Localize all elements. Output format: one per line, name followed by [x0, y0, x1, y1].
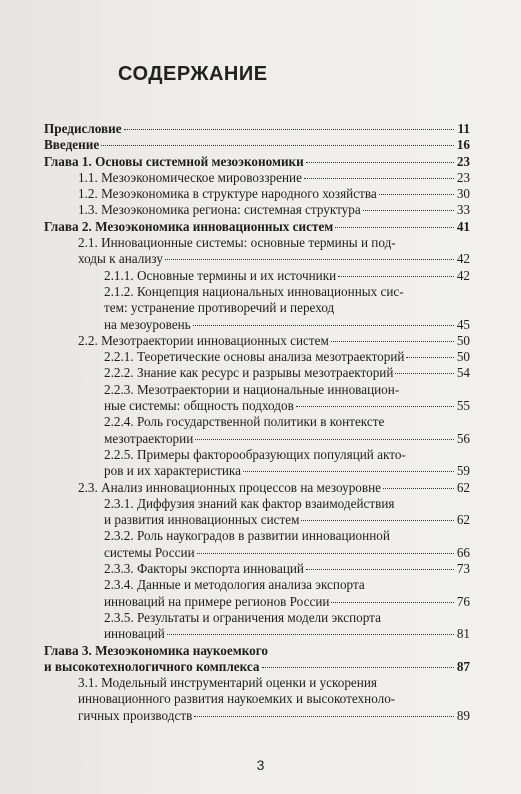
dot-leader [363, 210, 454, 211]
toc-entry-title-line: 2.2.2. Знание как ресурс и разрывы мезотраекторий [104, 365, 394, 381]
dot-leader [296, 406, 454, 407]
dot-leader [406, 357, 454, 358]
toc-entry-page: 50 [456, 332, 470, 348]
toc-entry [44, 447, 470, 480]
table-of-contents [44, 121, 470, 724]
toc-entry-title-line: ров и их характеристика [104, 463, 241, 479]
toc-entry-page: 59 [456, 463, 470, 479]
toc-entry-page: 30 [456, 186, 470, 202]
toc-entry-page: 42 [456, 267, 470, 283]
toc-entry-title-line: 2.3.5. Результаты и ограничения модели экспорта [104, 609, 381, 625]
dot-leader [101, 145, 454, 146]
toc-entry [44, 577, 470, 610]
dot-leader [167, 634, 454, 635]
toc-entry [44, 202, 470, 218]
toc-entry-page: 23 [456, 153, 470, 169]
dot-leader [335, 227, 454, 228]
toc-entry-title-line: инновационного развития наукоемких и высокотехноло- [78, 691, 396, 707]
toc-entry [44, 235, 470, 268]
toc-entry-title-line: ные системы: общность подходов [104, 398, 294, 414]
dot-leader [243, 471, 454, 472]
toc-entry [44, 170, 470, 186]
dot-leader [197, 553, 454, 554]
toc-entry [44, 382, 470, 415]
toc-entry-title-line: 2.2.4. Роль государственной политики в контексте [104, 414, 385, 430]
dot-leader [195, 439, 454, 440]
dot-leader [331, 602, 454, 603]
toc-entry-page: 87 [456, 658, 470, 674]
toc-entry-title-line: 2.3. Анализ инновационных процессов на мезоуровне [78, 479, 382, 495]
toc-entry-title-line: 2.1.1. Основные термины и их источники [104, 267, 337, 283]
toc-entry-title-line: и развития инновационных систем [104, 512, 300, 528]
dot-leader [306, 569, 454, 570]
toc-entry-title-line: 2.1. Инновационные системы: основные термины и под- [78, 235, 396, 251]
toc-entry-title-line: 2.2.5. Примеры факторообразующих популяций акто- [104, 446, 406, 462]
toc-entry-title-line: на мезоуровень [104, 316, 191, 332]
toc-entry-page: 54 [456, 365, 470, 381]
contents-heading: СОДЕРЖАНИЕ [118, 63, 268, 85]
toc-entry [44, 496, 470, 529]
dot-leader [395, 373, 454, 374]
toc-entry-title-line: инноваций [104, 626, 165, 642]
toc-entry [44, 643, 470, 676]
page-number: 3 [256, 757, 265, 773]
toc-entry-page: 45 [456, 316, 470, 332]
toc-entry-page: 89 [456, 707, 470, 723]
toc-entry [44, 219, 470, 235]
toc-entry-title-line: Предисловие [44, 121, 122, 136]
toc-entry [44, 268, 470, 284]
toc-entry-title-line: Глава 2. Мезоэкономика инновационных систем [44, 218, 334, 234]
toc-entry-page: 55 [456, 398, 470, 414]
toc-entry [44, 121, 470, 137]
toc-entry-title-line: и высокотехнологичного комплекса [44, 658, 260, 674]
toc-entry-page: 16 [456, 137, 470, 153]
toc-entry-title-line: 1.2. Мезоэкономика в структуре народного хозяйства [78, 186, 377, 202]
toc-entry [44, 414, 470, 447]
dot-leader [331, 341, 454, 342]
dot-leader [301, 520, 454, 521]
toc-entry-page: 62 [456, 479, 470, 495]
toc-entry [44, 154, 470, 170]
toc-entry-title-line: тем: устранение противоречий и переход [104, 300, 335, 316]
toc-entry-title-line: гичных производств [78, 707, 193, 723]
toc-entry-title-line: 2.3.4. Данные и методология анализа экспорта [104, 577, 365, 593]
toc-entry-title-line: инноваций на примере регионов России [104, 593, 330, 609]
toc-entry-page: 73 [456, 561, 470, 577]
dot-leader [262, 667, 454, 668]
toc-entry [44, 349, 470, 365]
dot-leader [304, 178, 454, 179]
toc-entry-title-line: 1.3. Мезоэкономика региона: системная структура [78, 202, 361, 218]
toc-entry-title-line: 2.2.3. Мезотраектории и национальные инновацион- [104, 381, 400, 397]
toc-entry [44, 365, 470, 381]
toc-entry [44, 137, 470, 153]
dot-leader [306, 162, 454, 163]
toc-entry-page: 23 [456, 169, 470, 185]
toc-entry-title-line: ходы к анализу [78, 251, 163, 267]
dot-leader [379, 194, 454, 195]
toc-entry-title-line: 3.1. Модельный инструментарий оценки и ускорения [78, 675, 377, 691]
toc-entry-title-line: Глава 3. Мезоэкономика наукоемкого [44, 642, 268, 658]
toc-entry [44, 186, 470, 202]
toc-entry [44, 480, 470, 496]
toc-entry-title-line: 1.1. Мезоэкономическое мировоззрение [78, 169, 302, 185]
toc-entry-page: 62 [456, 512, 470, 528]
toc-entry-page: 76 [456, 593, 470, 609]
toc-entry [44, 561, 470, 577]
dot-leader [165, 259, 454, 260]
toc-entry-page: 50 [456, 349, 470, 365]
toc-entry [44, 528, 470, 561]
toc-entry-title-line: Глава 1. Основы системной мезоэкономики [44, 153, 304, 169]
toc-entry-title-line: системы России [104, 544, 195, 560]
dot-leader [124, 129, 454, 130]
dot-leader [193, 325, 454, 326]
toc-entry-title-line: мезотраектории [104, 430, 194, 446]
toc-entry-title-line: 2.2.1. Теоретические основы анализа мезотраекторий [104, 349, 405, 365]
toc-entry [44, 333, 470, 349]
toc-entry-title-line: 2.3.1. Диффузия знаний как фактор взаимодействия [104, 495, 395, 511]
toc-entry [44, 610, 470, 643]
toc-entry-page: 42 [456, 251, 470, 267]
toc-entry-title-line: 2.1.2. Концепция национальных инновационных сис- [104, 283, 404, 299]
toc-entry-page: 41 [456, 218, 470, 234]
dot-leader [194, 716, 454, 717]
toc-entry-page: 81 [456, 626, 470, 642]
toc-entry-title-line: 2.3.2. Роль наукоградов в развитии инновационной [104, 528, 390, 544]
toc-entry [44, 284, 470, 333]
toc-entry-title-line: Введение [44, 137, 100, 153]
toc-entry-page: 33 [456, 202, 470, 218]
toc-entry-page: 66 [456, 544, 470, 560]
dot-leader [383, 488, 454, 489]
toc-entry [44, 675, 470, 724]
toc-entry-title-line: 2.3.3. Факторы экспорта инноваций [104, 561, 304, 577]
toc-entry-page: 56 [456, 430, 470, 446]
toc-entry-page: 11 [457, 121, 470, 136]
toc-entry-title-line: 2.2. Мезотраектории инновационных систем [78, 332, 329, 348]
dot-leader [338, 276, 454, 277]
